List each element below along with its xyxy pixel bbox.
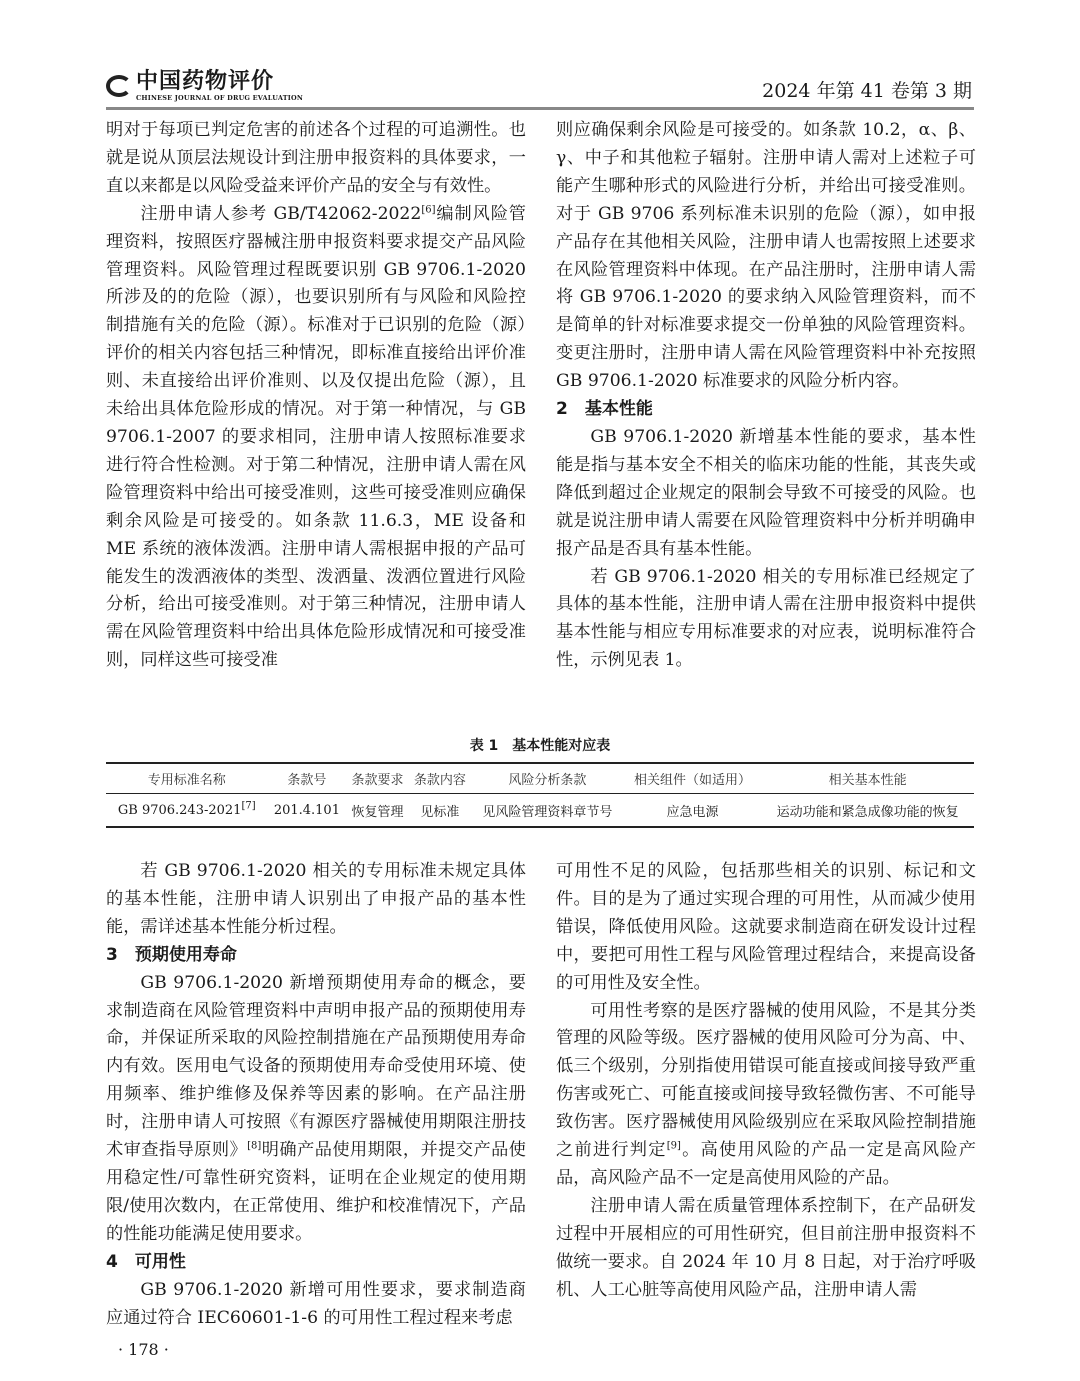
paragraph — [556, 858, 976, 998]
text-run: GB 9706.1-2020 新增预期使用寿命的概念，要求制造商在风险管理资料中声明申报产品的预期使用寿命，并保证所采取的风险控制措施在产品预期使用寿命内有效。医用电气设备的预期使用寿命受使用环境、使用频率、维护维修及保养等因素的影响。在产品注册时，注册申请人可按照《有源医疗器械使用期限注册技术审查指导原则》 — [106, 972, 526, 1161]
paragraph — [556, 1193, 976, 1305]
table-cell — [268, 794, 347, 828]
column-header: 条款要求 — [346, 763, 408, 794]
column-header: 条款号 — [268, 763, 347, 794]
cell-text: 见风险管理资料章节号 — [482, 804, 613, 820]
cell-text: GB 9706.243-2021 — [117, 802, 242, 818]
journal-logo — [106, 70, 303, 102]
text-run: 可用性不足的风险，包括那些相关的识别、标记和文件。目的是为了通过实现合理的可用性，从而减少使用错误，降低使用风险。这就要求制造商在研发设计过程中，要把可用性工程与风险管理过程结合，来提高设备的可用性及安全性。 — [556, 861, 976, 993]
logo-mark-icon — [106, 75, 132, 97]
lower-right-column — [556, 858, 976, 1305]
cell-text: 应急电源 — [666, 804, 719, 820]
paragraph — [556, 564, 976, 676]
text-run: 明对于每项已判定危害的前述各个过程的可追溯性。也就是说从顶层法规设计到注册申报资料的具体要求，一直以来都是以风险受益来评价产品的安全与有效性。 — [106, 120, 526, 196]
column-header: 相关组件（如适用） — [624, 763, 762, 794]
paragraph — [106, 1277, 526, 1333]
paragraph — [106, 117, 526, 201]
header-rule — [106, 107, 974, 110]
paragraph — [556, 424, 976, 564]
text-run: 若 GB 9706.1-2020 相关的专用标准未规定具体的基本性能，注册申请人识别出了申报产品的基本性能，需详述基本性能分析过程。 — [106, 861, 526, 937]
upper-left-column — [106, 117, 526, 675]
cell-text: 恢复管理 — [351, 804, 404, 820]
upper-right-column — [556, 117, 976, 675]
cell-text: 见标准 — [420, 804, 460, 820]
section-heading: 4 可用性 — [106, 1251, 186, 1272]
lower-left-column — [106, 858, 526, 1332]
section-heading: 2 基本性能 — [556, 399, 653, 420]
table-cell — [409, 794, 471, 828]
citation-ref: [9] — [666, 1140, 681, 1152]
text-run: 则应确保剩余风险是可接受的。如条款 10.2，α、β、γ、中子和其他粒子辐射。注册申请人需对上述粒子可能产生哪种形式的风险进行分析，并给出可接受准则。对于 GB 9706 系列标准未识别的危险（源），如申报产品存在其他相关风险，注册申请人也需按照上述要求在风险管理资料中体现。在产品注册时，注册申请人需将 GB 9706.1-2020 的要求纳入风险管理资料，而不是简单的针对标准要求提交一份单独的风险管理资料。变更注册时，注册申请人需在风险管理资料中补充按照 GB 9706.1-2020 标准要求的风险分析内容。 — [556, 120, 976, 392]
column-header: 条款内容 — [409, 763, 471, 794]
table-row — [106, 794, 974, 828]
paragraph — [106, 201, 526, 675]
text-run: 可用性考察的是医疗器械的使用风险，不是其分类管理的风险等级。医疗器械的使用风险可分为高、中、低三个级别，分别指使用错误可能直接或间接导致严重伤害或死亡、可能直接或间接导致轻微伤害、不可能导致伤害。医疗器械使用风险级别应在采取风险控制措施之前进行判定 — [556, 1000, 976, 1161]
paragraph — [556, 998, 976, 1193]
issue-info: 2024 年第 41 卷第 3 期 — [762, 80, 972, 102]
section-heading: 3 预期使用寿命 — [106, 944, 237, 965]
column-header: 专用标准名称 — [106, 763, 268, 794]
column-header: 风险分析条款 — [471, 763, 624, 794]
cell-text: 201.4.101 — [273, 802, 340, 818]
journal-title-cn: 中国药物评价 — [136, 69, 275, 94]
text-run: 。高使用风险的产品一定是高风险产品，高风险产品不一定是高使用风险的产品。 — [556, 1140, 976, 1188]
journal-title-en: CHINESE JOURNAL OF DRUG EVALUATION — [136, 94, 304, 102]
citation-ref: [6] — [421, 203, 436, 215]
table-cell — [624, 794, 762, 828]
citation-ref: [8] — [247, 1140, 262, 1152]
table-cell — [106, 794, 268, 828]
table-cell — [471, 794, 624, 828]
text-run: 若 GB 9706.1-2020 相关的专用标准已经规定了具体的基本性能，注册申请人需在注册申报资料中提供基本性能与相应专用标准要求的对应表，说明标准符合性，示例见表 1。 — [556, 566, 976, 671]
citation-ref: [7] — [241, 800, 256, 812]
performance-table — [106, 762, 974, 828]
paragraph — [556, 117, 976, 396]
page-number: · 178 · — [118, 1340, 169, 1359]
paragraph — [106, 970, 526, 1249]
text-run: GB 9706.1-2020 新增可用性要求，要求制造商应通过符合 IEC60601-1-6 的可用性工程过程来考虑 — [106, 1279, 526, 1328]
text-run: 注册申请人参考 GB/T42062-2022 — [140, 203, 422, 224]
table-cell — [761, 794, 974, 828]
table-cell — [346, 794, 408, 828]
column-header: 相关基本性能 — [761, 763, 974, 794]
cell-text: 运动功能和紧急成像功能的恢复 — [776, 804, 959, 820]
paragraph — [106, 858, 526, 942]
table-header-row — [106, 763, 974, 794]
text-run: GB 9706.1-2020 新增基本性能的要求，基本性能是指与基本安全不相关的临床功能的性能，其丧失或降低到超过企业规定的限制会导致不可接受的风险。也就是说注册申请人需要在风险管理资料中分析并明确申报产品是否具有基本性能。 — [556, 426, 976, 559]
text-run: 注册申请人需在质量管理体系控制下，在产品研发过程中开展相应的可用性研究，但目前注册申报资料不做统一要求。自 2024 年 10 月 8 日起，对于治疗呼吸机、人工心脏等高使用风险产品，注册申请人需 — [556, 1195, 976, 1300]
text-run: 编制风险管理资料，按照医疗器械注册申报资料要求提交产品风险管理资料。风险管理过程既要识别 GB 9706.1-2020 所涉及的的危险（源），也要识别所有与风险和风险控制措施有关的危险（源）。标准对于已识别的危险（源）评价的相关内容包括三种情况，即标准直接给出评价准则、未直接给出评价准则、以及仅提出危险（源），且未给出具体危险形成的情况。对于第一种情况，与 GB 9706.1-2007 的要求相同，注册申请人按照标准要求进行符合性检测。对于第二种情况，注册申请人需在风险管理资料中给出可接受准则，这些可接受准则应确保剩余风险是可接受的。如条款 11.6.3，ME 设备和 ME 系统的液体泼洒。注册申请人需根据申报的产品可能发生的泼洒液体的类型、泼洒量、泼洒位置进行风险分析，给出可接受准则。对于第三种情况，注册申请人需在风险管理资料中给出具体危险形成情况和可接受准则，同样这些可接受准 — [106, 203, 526, 671]
table-title: 表 1 基本性能对应表 — [469, 738, 611, 754]
text-run: 明确产品使用期限，并提交产品使用稳定性/可靠性研究资料，证明在企业规定的使用期限/使用次数内，在正常使用、维护和校准情况下，产品的性能功能满足使用要求。 — [106, 1140, 526, 1244]
